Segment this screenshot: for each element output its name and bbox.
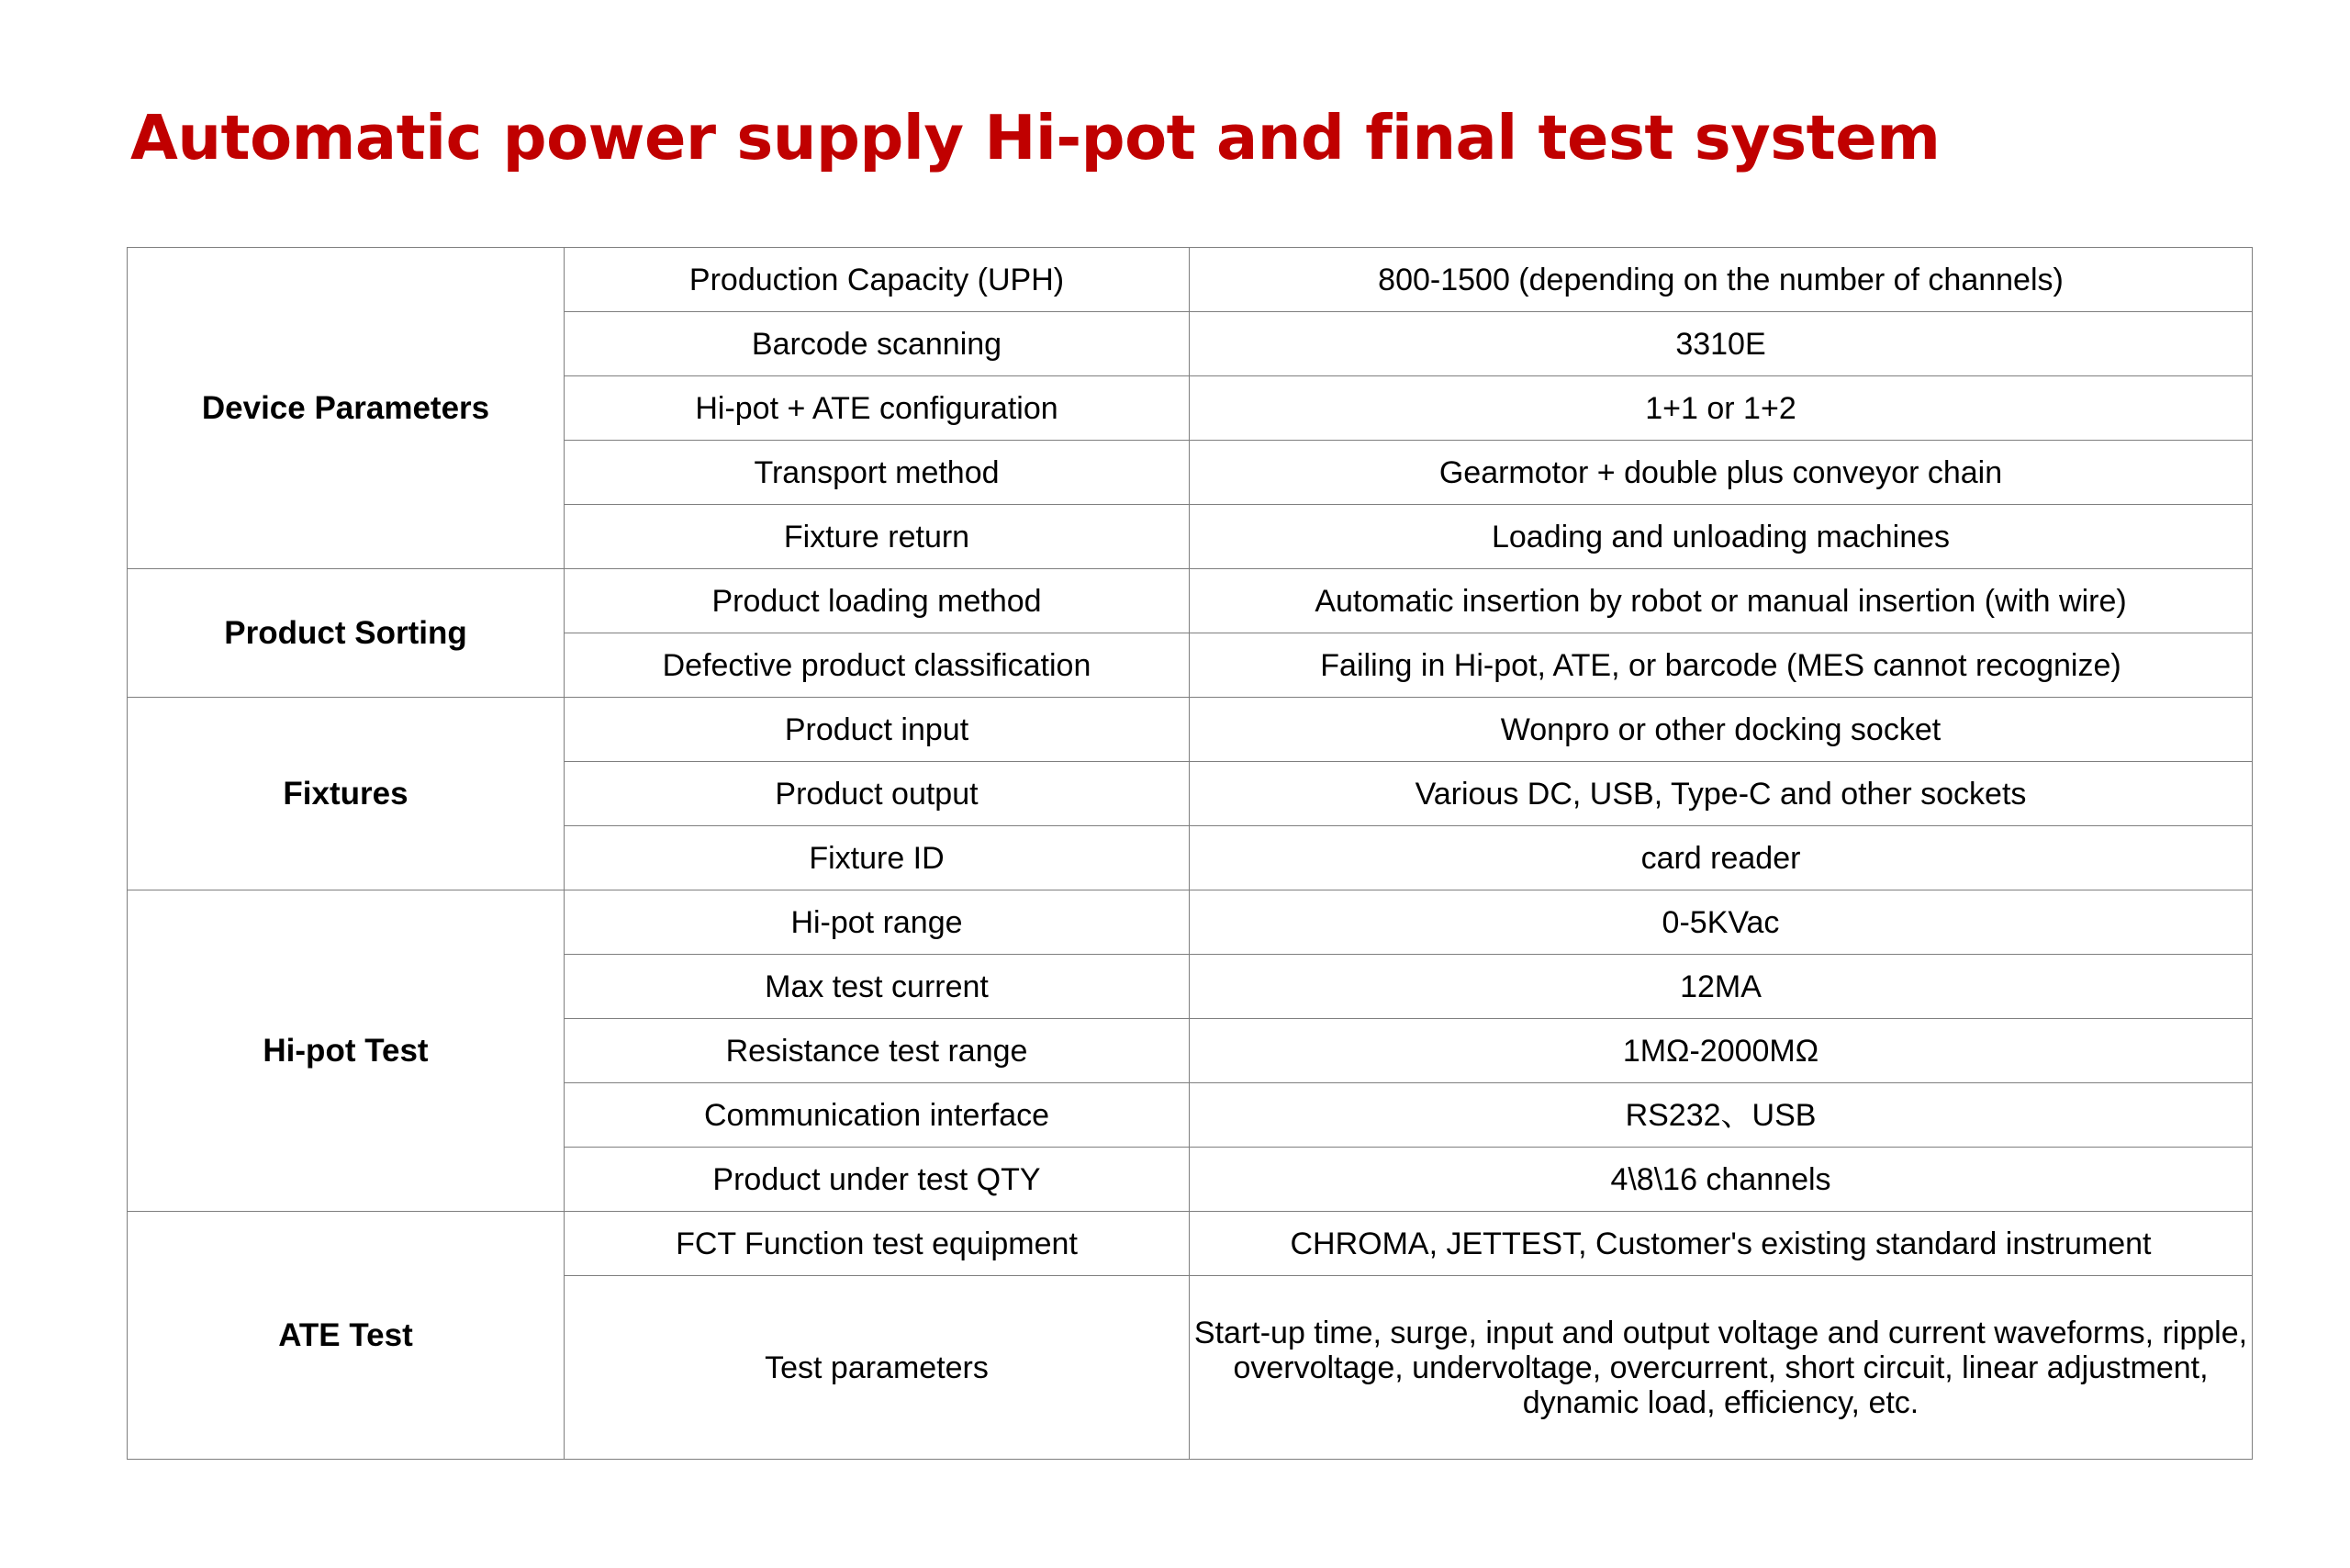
table-row (128, 698, 2253, 762)
param-cell: Hi-pot + ATE configuration (565, 376, 1190, 441)
param-cell: Resistance test range (565, 1019, 1190, 1083)
value-cell (1190, 1276, 2253, 1460)
value-line: dynamic load, efficiency, etc. (1522, 1384, 1919, 1420)
category-cell: ATE Test (128, 1212, 565, 1460)
value-cell: 800-1500 (depending on the number of channels) (1190, 248, 2253, 312)
value-cell: 0-5KVac (1190, 890, 2253, 955)
value-cell: Automatic insertion by robot or manual insertion (with wire) (1190, 569, 2253, 633)
value-cell: 1+1 or 1+2 (1190, 376, 2253, 441)
param-cell: Max test current (565, 955, 1190, 1019)
param-cell: Production Capacity (UPH) (565, 248, 1190, 312)
value-line: overvoltage, undervoltage, overcurrent, short circuit, linear adjustment, (1233, 1350, 2209, 1385)
param-cell: Product under test QTY (565, 1148, 1190, 1212)
table-row (128, 890, 2253, 955)
spec-table (127, 247, 2253, 1460)
value-cell: Gearmotor + double plus conveyor chain (1190, 441, 2253, 505)
value-cell: 1MΩ-2000MΩ (1190, 1019, 2253, 1083)
page-title: Automatic power supply Hi-pot and final test system (130, 102, 1941, 174)
param-cell: Barcode scanning (565, 312, 1190, 376)
value-cell: card reader (1190, 826, 2253, 890)
param-cell: FCT Function test equipment (565, 1212, 1190, 1276)
table-row (128, 569, 2253, 633)
param-cell: Transport method (565, 441, 1190, 505)
value-cell: CHROMA, JETTEST, Customer's existing standard instrument (1190, 1212, 2253, 1276)
value-line: Start-up time, surge, input and output voltage and current waveforms, ripple, (1193, 1315, 2248, 1350)
param-cell: Product loading method (565, 569, 1190, 633)
value-cell: Failing in Hi-pot, ATE, or barcode (MES cannot recognize) (1190, 633, 2253, 698)
param-cell: Defective product classification (565, 633, 1190, 698)
value-cell: 4\8\16 channels (1190, 1148, 2253, 1212)
param-cell: Test parameters (565, 1276, 1190, 1460)
table-row (128, 1212, 2253, 1276)
category-cell: Device Parameters (128, 248, 565, 569)
value-cell: RS232、USB (1190, 1083, 2253, 1148)
category-cell: Hi-pot Test (128, 890, 565, 1212)
param-cell: Communication interface (565, 1083, 1190, 1148)
value-cell: 12MA (1190, 955, 2253, 1019)
category-cell: Fixtures (128, 698, 565, 890)
param-cell: Hi-pot range (565, 890, 1190, 955)
value-cell: Wonpro or other docking socket (1190, 698, 2253, 762)
param-cell: Product input (565, 698, 1190, 762)
value-cell: Various DC, USB, Type-C and other sockets (1190, 762, 2253, 826)
param-cell: Fixture return (565, 505, 1190, 569)
param-cell: Fixture ID (565, 826, 1190, 890)
param-cell: Product output (565, 762, 1190, 826)
value-cell: Loading and unloading machines (1190, 505, 2253, 569)
category-cell: Product Sorting (128, 569, 565, 698)
table-row (128, 248, 2253, 312)
value-cell: 3310E (1190, 312, 2253, 376)
